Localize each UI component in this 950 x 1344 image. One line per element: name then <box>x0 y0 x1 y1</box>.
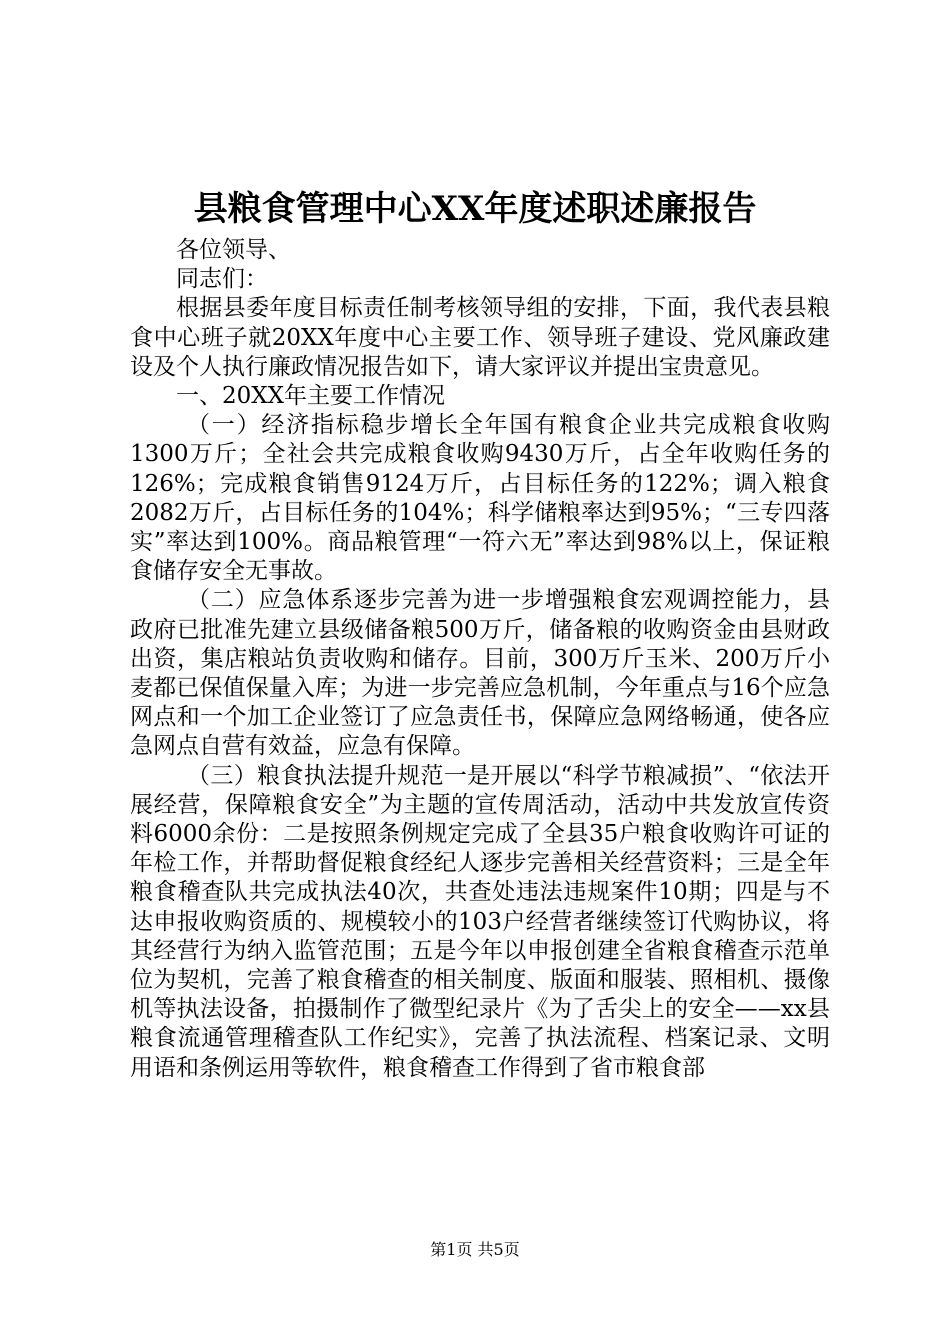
section-heading: 一、20XX年主要工作情况 <box>176 383 446 410</box>
paragraph-intro: 根据县委年度目标责任制考核领导组的安排，下面，我代表县粮食中心班子就20XX年度中心主要工作、领导班子建设、党风廉政建设及个人执行廉政情况报告如下，请大家评议并提出宝贵意见。 <box>130 295 830 380</box>
document-title: 县粮食管理中心XX年度述职述廉报告 <box>193 189 757 229</box>
salutation-line: 同志们： <box>176 266 268 293</box>
document-body <box>130 236 830 1083</box>
page-number-footer: 第1页 共5页 <box>430 1240 520 1259</box>
salutation-line: 各位领导、 <box>176 237 291 263</box>
paragraph-enforcement: （三）粮食执法提升规范一是开展以“科学节粮减损”、“依法开展经营，保障粮食安全”为主题的宣传周活动，活动中共发放宣传资料6000余份：二是按照条例规定完成了全县35户粮食收购许可证的年检工作，并帮助督促粮食经纪人逐步完善相关经营资料；三是全年粮食稽查队共完成执法40次，共查处违法违规案件10期；四是与不达申报收购资质的、规模较小的103户经营者继续签订代购协议，将其经营行为纳入监管范围；五是今年以申报创建全省粮食稽查示范单位为契机，完善了粮食稽查的相关制度、版面和服装、照相机、摄像机等执法设备，拍摄制作了微型纪录片《为了舌尖上的安全——xx县粮食流通管理稽查队工作纪实》，完善了执法流程、档案记录、文明用语和条例运用等软件，粮食稽查工作得到了省市粮食部 <box>130 762 830 1081</box>
paragraph-economic: （一）经济指标稳步增长全年国有粮食企业共完成粮食收购1300万斤；全社会共完成粮食收购9430万斤，占全年收购任务的126%；完成粮食销售9124万斤，占目标任务的122%；调入粮食2082万斤，占目标任务的104%；科学储粮率达到95%；“三专四落实”率达到100%。商品粮管理“一符六无”率达到98%以上，保证粮食储存安全无事故。 <box>130 412 830 585</box>
paragraph-emergency: （二）应急体系逐步完善为进一步增强粮食宏观调控能力，县政府已批准先建立县级储备粮500万斤，储备粮的收购资金由县财政出资，集店粮站负责收购和储存。目前，300万斤玉米、200万斤小麦都已保值保量入库；为进一步完善应急机制，今年重点与16个应急网点和一个加工企业签订了应急责任书，保障应急网络畅通，使各应急网点自营有效益，应急有保障。 <box>130 587 830 760</box>
